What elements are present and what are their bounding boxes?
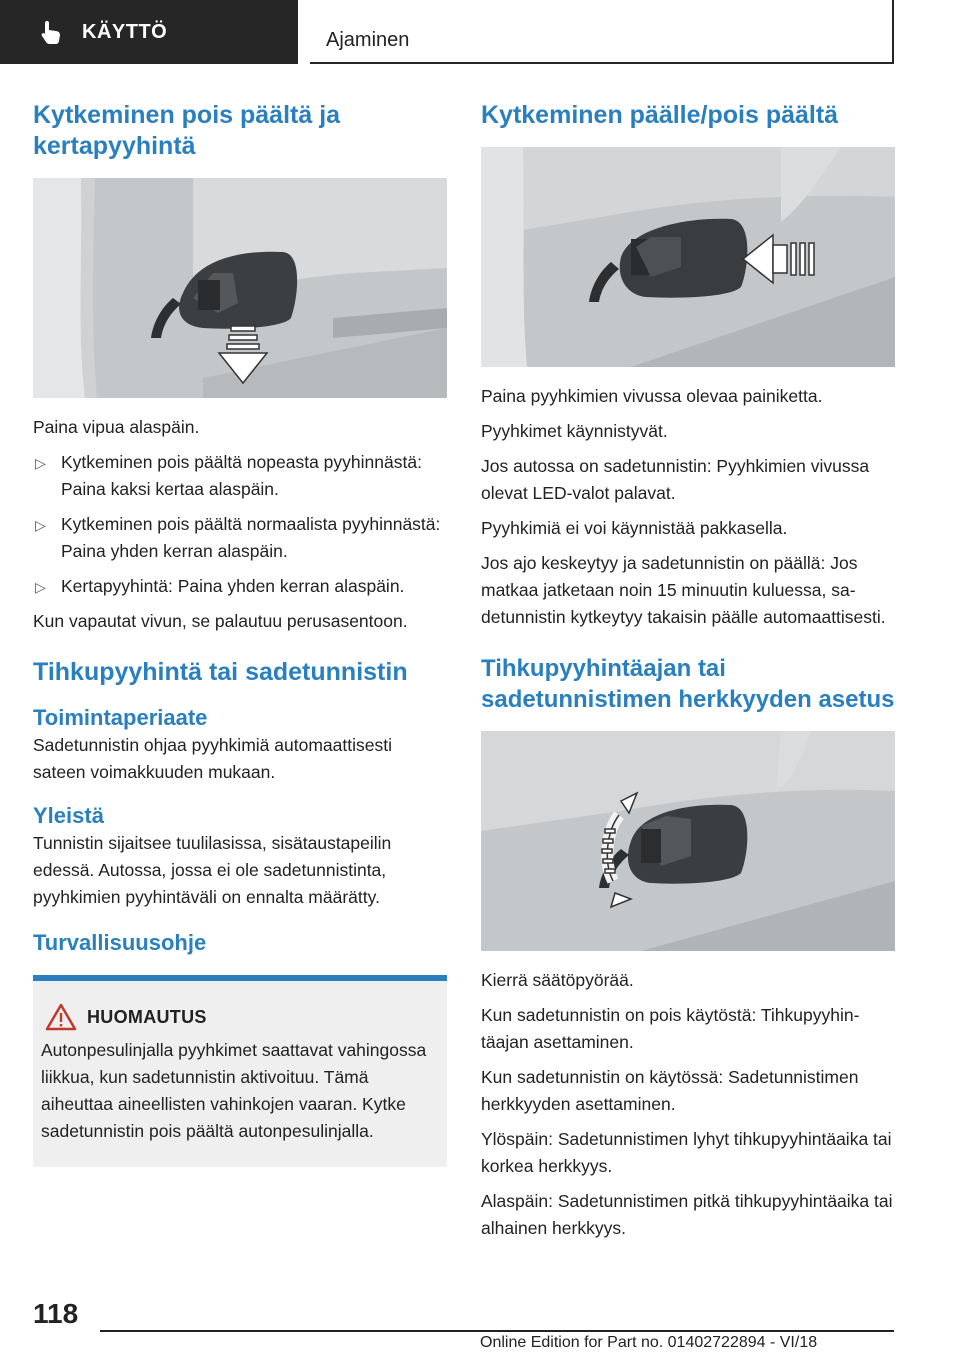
switch-off-options [33, 449, 447, 600]
figure-lever-button-press [481, 147, 895, 367]
intro-text: Paina vipua alaspäin. [33, 417, 200, 437]
adjust-text: Alaspäin: Sadetunnistimen pitkä tihkupyyhintäaika tai alhainen herkkyys. [481, 1191, 893, 1238]
general-text: Tunnistin sijaitsee tuulilasissa, sisätaustapeilin edessä. Autossa, jossa ei ole sadetunnistinta, pyyhkimien pyyhintäväli on ennalta määrätty. [33, 833, 392, 907]
right-text: Jos autossa on sadetunnistin: Pyyhkimien vivussa olevat LED-valot palavat. [481, 456, 870, 503]
page-number: 118 [33, 1298, 79, 1329]
right-text: Pyyhkimiä ei voi käynnistää pakkasella. [481, 518, 788, 538]
triangle-bullet-icon: ▷ [35, 579, 46, 595]
hand-pointer-icon [38, 19, 64, 45]
right-column [481, 100, 895, 1250]
notice-text: Autonpesulinjalla pyyhkimet saattavat vahingossa liikkua, kun sadetunnistin aktivoituu. Tämä aiheuttaa aineellisten vahinkojen vaaran. Kytke sadetunnistin pois päältä autonpesulinjalla. [41, 1040, 427, 1141]
chapter-header [310, 0, 894, 64]
triangle-bullet-icon: ▷ [35, 517, 46, 533]
section-title-switch-off: Kytkeminen pois päältä ja kertapyyhintä [33, 101, 341, 160]
principle-text: Sadetunnistin ohjaa pyyhkimiä automaattisesti sateen voimakkuuden mukaan. [33, 735, 392, 782]
triangle-bullet-icon: ▷ [35, 455, 46, 471]
safety-heading: Turvallisuusohje [33, 930, 207, 955]
figure-thumbwheel-rotate [481, 731, 895, 951]
principle-heading: Toimintaperiaate [33, 705, 208, 730]
figure-lever-push-down [33, 178, 447, 398]
notice-title: HUOMAUTUS [87, 1006, 207, 1027]
list-item: ▷ Kertapyyhintä: Paina yhden kerran alaspäin. [33, 573, 447, 600]
list-item: ▷ Kytkeminen pois päältä normaalista pyyhinnästä: Paina yhden kerran alaspäin. [35, 514, 441, 561]
edition-text: Online Edition for Part no. 01402722894 - VI/18 [480, 1334, 818, 1351]
adjust-text: Ylöspäin: Sadetunnistimen lyhyt tihkupyyhintäaika tai korkea herkkyys. [481, 1129, 892, 1176]
adjust-text: Kun sadetunnistin on pois käytöstä: Tihkupyyhintäajan asettaminen. [481, 1005, 860, 1052]
notice-box [33, 981, 447, 1167]
general-heading: Yleistä [33, 803, 104, 828]
rain-sensor-heading: Tihkupyyhintä tai sadetunnistin [33, 658, 408, 686]
right-text: Jos ajo keskeytyy ja sadetunnistin on päällä: Jos matkaa jatketaan noin 15 minuutin kuluessa, sadetunnistin kytkeytyy takaisin päälle automaattisesti. [481, 553, 886, 627]
release-text: Kun vapautat vivun, se palautuu perusasentoon. [33, 611, 408, 631]
chapter-label: Ajaminen [326, 29, 410, 51]
adjust-text: Kierrä säätöpyörää. [481, 970, 634, 990]
footer-divider [100, 1330, 894, 1332]
section-tab [0, 0, 298, 64]
section-title-switch-on-off: Kytkeminen päälle/pois päältä [481, 101, 839, 129]
right-text: Pyyhkimet käynnistyvät. [481, 421, 668, 441]
adjust-text: Kun sadetunnistin on käytössä: Sadetunnistimen herkkyyden asettaminen. [481, 1067, 859, 1114]
warning-triangle-icon [45, 1003, 77, 1031]
adjust-heading: Tihkupyyhintäajan tai sadetunnistimen herkkyyden asetus [481, 655, 895, 713]
right-text: Paina pyyhkimien vivussa olevaa painiketta. [481, 386, 823, 406]
section-label: KÄYTTÖ [82, 20, 168, 43]
left-column [33, 100, 447, 1167]
list-item: ▷ Kytkeminen pois päältä nopeasta pyyhinnästä: Paina kaksi kertaa alaspäin. [35, 452, 422, 499]
